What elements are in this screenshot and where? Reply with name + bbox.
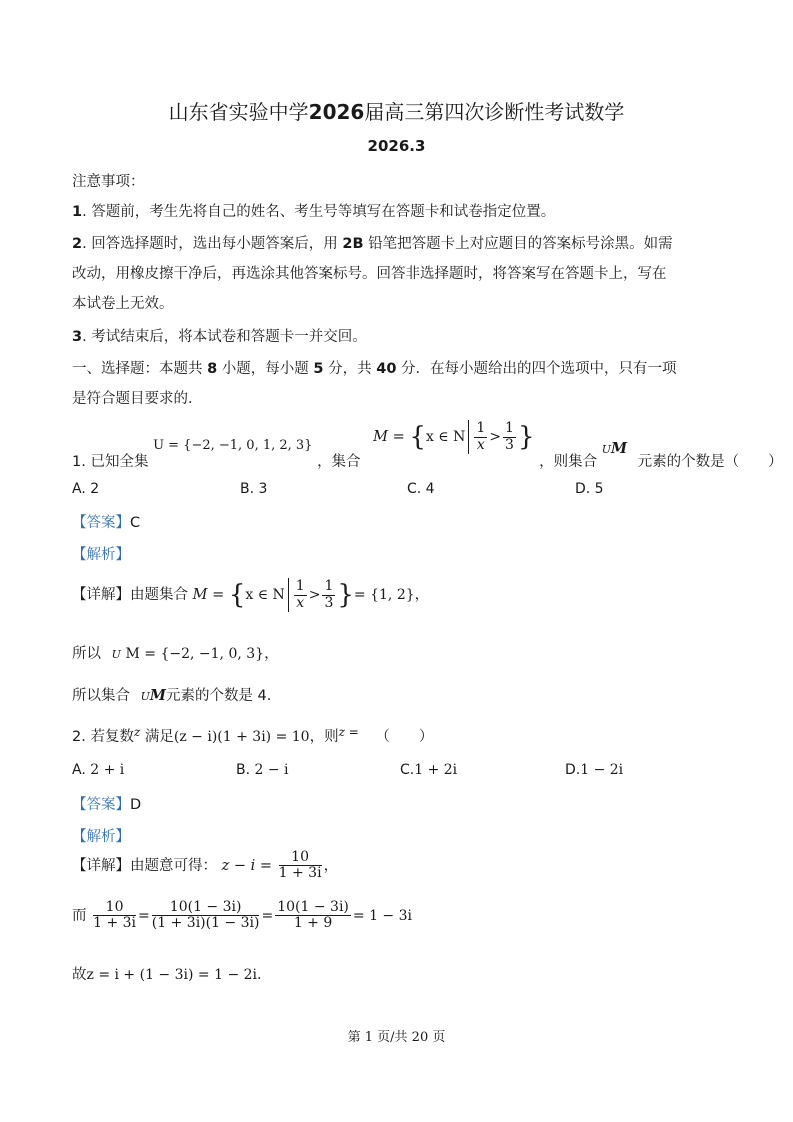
- universal-set: U = {−2, −1, 0, 1, 2, 3}: [153, 438, 313, 453]
- q2-option-b: B. 2 − i: [236, 762, 289, 778]
- q2-final: 故z = i + (1 − 3i) = 1 − 2i．: [72, 967, 272, 983]
- note-3: 3. 考试结束后，将本试卷和答题卡一并交回。: [72, 329, 367, 345]
- exam-date: 2026.3: [367, 137, 426, 155]
- page-title: 山东省实验中学2026届高三第四次诊断性考试数学: [168, 100, 625, 124]
- q1-so2: 所以集合 UM元素的个数是 4.: [72, 687, 272, 704]
- q1-analysis-tag: 【解析】: [72, 547, 130, 563]
- q2-then: 而 $\frac{10}{1 + 3i}$ = $\frac{10(1 - 3i)}{(1 + 3i)(1 - 3i)}$ = $\frac{10(1 - 3i)}{1 + 9}$ = 1 − 3i: [72, 899, 412, 932]
- q1-answer: 【答案】C: [72, 515, 141, 531]
- q2-answer: 【答案】D: [72, 797, 142, 813]
- section-heading-line2: 是符合题目要求的．: [72, 391, 203, 407]
- q2-analysis-tag: 【解析】: [72, 829, 130, 845]
- q2-detail: 【详解】由题意可得： z − i = $\frac{10}{1 + 3i}$ ，: [72, 849, 339, 882]
- q1-option-c: C. 4: [407, 481, 435, 497]
- q1-so1: 所以 U M = {−2, −1, 0, 3}，: [72, 646, 279, 662]
- q2-equation: (z − i)(1 + 3i) = 10: [173, 729, 310, 745]
- page-footer: 第 1 页/共 20 页: [347, 1030, 446, 1045]
- set-M-definition: M = {x ∈ N $\frac{1}{x}$ > $\frac{1}{3}$ }: [373, 420, 535, 453]
- note-2-line3: 本试卷上无效。: [72, 296, 174, 312]
- q1-option-d: D. 5: [575, 481, 604, 497]
- note-2-line2: 改动，用橡皮擦干净后，再选涂其他答案标号。回答非选择题时，将答案写在答题卡上，写在: [72, 266, 667, 282]
- question-1: 1. 已知全集 U = {−2, −1, 0, 1, 2, 3} ，集合 M = {x ∈ N $\frac{1}{x}$ > $\frac{1}{3}$ } ，则集合 UM 元素的个数是（ ）: [72, 420, 783, 470]
- q1-option-a: A. 2: [72, 481, 100, 497]
- note-1: 1. 答题前，考生先将自己的姓名、考生号等填写在答题卡和试卷指定位置。: [72, 204, 556, 220]
- q1-detail: 【详解】由题集合 M = {x ∈ N $\frac{1}{x}$ > $\frac{1}{3}$ }= {1, 2}，: [72, 578, 430, 611]
- q2-option-d: D.1 − 2i: [565, 762, 624, 778]
- section-heading: 一、选择题：本题共 8 小题，每小题 5 分，共 40 分．在每小题给出的四个选项中，只有一项: [72, 361, 677, 377]
- question-2: 2. 若复数$^z$ 满足(z − i)(1 + 3i) = 10，则$^{z =}$ （ ）: [72, 725, 434, 745]
- notice-heading: 注意事项：: [72, 174, 145, 190]
- q2-option-a: A. 2 + i: [72, 762, 125, 778]
- q1-option-b: B. 3: [240, 481, 268, 497]
- complement-UM: UM: [601, 440, 628, 457]
- note-2: 2. 回答选择题时，选出每小题答案后，用 2B 铅笔把答题卡上对应题目的答案标号涂黑。如需: [72, 236, 673, 252]
- q2-option-c: C.1 + 2i: [400, 762, 458, 778]
